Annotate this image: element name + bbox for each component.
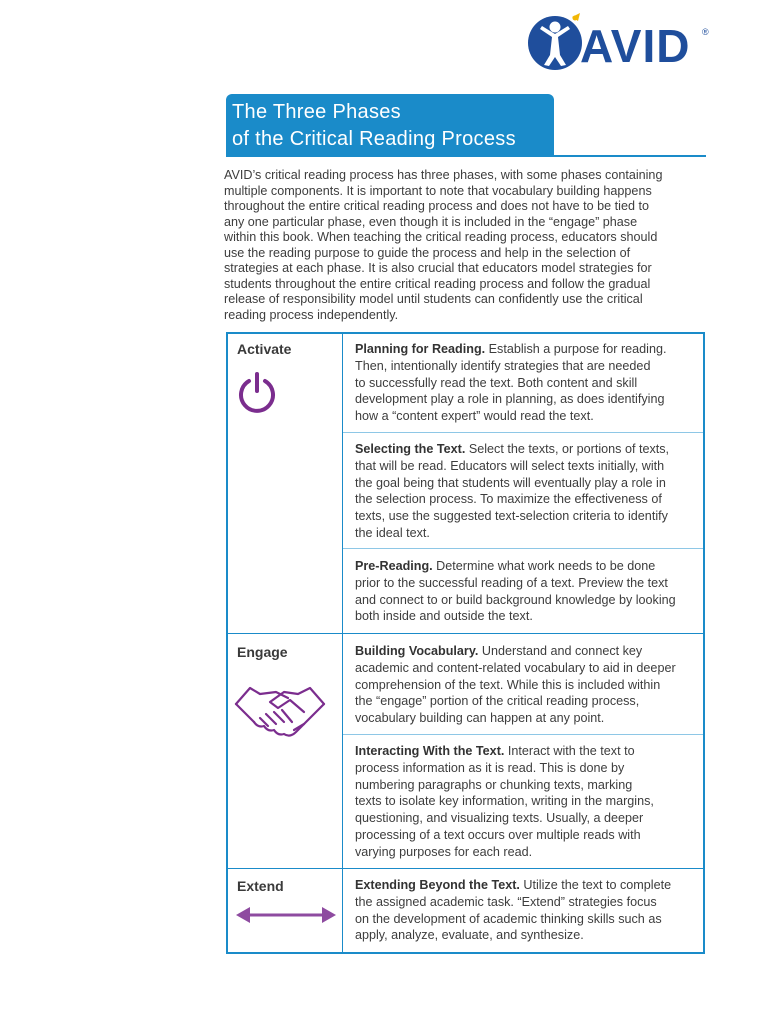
phase-divider: [228, 633, 703, 634]
cell-interacting-with-the-text: [355, 743, 700, 861]
row-divider: [343, 548, 703, 549]
intro-line: use the reading purpose to guide the process and help in the selection of: [224, 245, 631, 260]
cell-heading: Pre-Reading.: [355, 559, 433, 573]
phase-label-engage: Engage: [237, 644, 288, 660]
cell-heading: Interacting With the Text.: [355, 744, 505, 758]
cell-text: Interact with the text to: [504, 744, 635, 758]
cell-text: Determine what work needs to be done: [432, 559, 656, 573]
cell-heading: Selecting the Text.: [355, 442, 466, 456]
page-title-line-2: of the Critical Reading Process: [232, 128, 516, 150]
cell-text: Then, intentionally identify strategies that are needed: [355, 358, 651, 373]
intro-line: AVID’s critical reading process has three phases, with some phases containing: [224, 168, 663, 182]
cell-text: vocabulary building can happen at any point.: [355, 711, 605, 726]
cell-pre-reading: [355, 558, 700, 625]
phase-divider: [228, 868, 703, 869]
registered-mark: ®: [702, 27, 709, 37]
cell-text: and connect to or build background knowledge by looking: [355, 592, 676, 607]
cell-text: the goal being that students will eventually play a role in: [355, 475, 666, 490]
cell-text: Select the texts, or portions of texts,: [465, 442, 670, 456]
cell-text: development play a role in planning, as does identifying: [355, 392, 665, 407]
cell-building-vocabulary: [355, 643, 700, 727]
cell-text: Establish a purpose for reading.: [485, 342, 667, 356]
cell-text: Utilize the text to complete: [519, 878, 672, 892]
cell-text: apply, analyze, evaluate, and synthesize.: [355, 928, 584, 943]
intro-line: within this book. When teaching the critical reading process, educators should: [224, 230, 658, 244]
intro-line: any one particular phase, even though it is included in the “engage” phase: [224, 214, 638, 229]
cell-text: processing of a text occurs over multiple reads with: [355, 827, 641, 842]
cell-text: on the development of academic thinking skills such as: [355, 911, 662, 926]
cell-text: the selection process. To maximize the effectiveness of: [355, 492, 662, 507]
cell-planning-for-reading: [355, 341, 700, 425]
cell-text: that will be read. Educators will select texts initially, with: [355, 458, 665, 473]
intro-line: strategies at each phase. It is also crucial that educators model strategies for: [224, 261, 652, 275]
phase-label-activate: Activate: [237, 341, 292, 357]
cell-text: how a “content expert” would read the text.: [355, 409, 594, 424]
cell-heading: Planning for Reading.: [355, 342, 486, 356]
double-arrow-icon: [236, 905, 336, 925]
phase-label-extend: Extend: [237, 878, 284, 894]
cell-text: process information as it is read. This is done by: [355, 760, 625, 775]
cell-text: questioning, and visualizing texts. Usually, a deeper: [355, 811, 644, 826]
cell-text: the assigned academic task. “Extend” strategies focus: [355, 894, 657, 909]
cell-heading: Building Vocabulary.: [355, 644, 479, 658]
cell-text: to successfully read the text. Both content and skill: [355, 375, 638, 390]
cell-text: Understand and connect key: [478, 644, 643, 658]
logo-wordmark: AVID: [580, 20, 691, 72]
cell-text: texts to isolate key information, writing in the margins,: [355, 794, 654, 809]
cell-text: both inside and outside the text.: [355, 609, 533, 624]
cell-text: texts, use the suggested text-selection criteria to identify: [355, 509, 668, 524]
cell-text: academic and content-related vocabulary to aid in deeper: [355, 660, 676, 675]
cell-text: varying purposes for each read.: [355, 844, 533, 859]
row-divider: [343, 734, 703, 735]
cell-selecting-the-text: [355, 441, 700, 542]
cell-text: comprehension of the text. While this is included within: [355, 677, 661, 692]
intro-line: multiple components. It is important to note that vocabulary building happens: [224, 183, 652, 198]
title-underline: [226, 155, 706, 157]
column-divider: [342, 334, 343, 952]
intro-line: students throughout the entire critical reading process and follow the gradual: [224, 276, 651, 291]
cell-heading: Extending Beyond the Text.: [355, 878, 520, 892]
cell-text: the “engage” portion of the critical reading process,: [355, 694, 640, 709]
intro-line: throughout the entire critical reading process and does not have to be tied to: [224, 199, 649, 213]
handshake-icon: [234, 682, 326, 742]
cell-extending-beyond-the-text: [355, 877, 700, 944]
cell-text: the ideal text.: [355, 525, 430, 540]
row-divider: [343, 432, 703, 433]
cell-text: prior to the successful reading of a text. Preview the text: [355, 575, 668, 590]
power-icon: [235, 371, 279, 415]
page-title-line-1: The Three Phases: [232, 101, 401, 123]
intro-line: reading process independently.: [224, 307, 399, 322]
intro-paragraph: [224, 168, 708, 323]
intro-line: release of responsibility model until students can confidently use the critical: [224, 292, 643, 306]
cell-text: numbering paragraphs or chunking texts, marking: [355, 777, 633, 792]
